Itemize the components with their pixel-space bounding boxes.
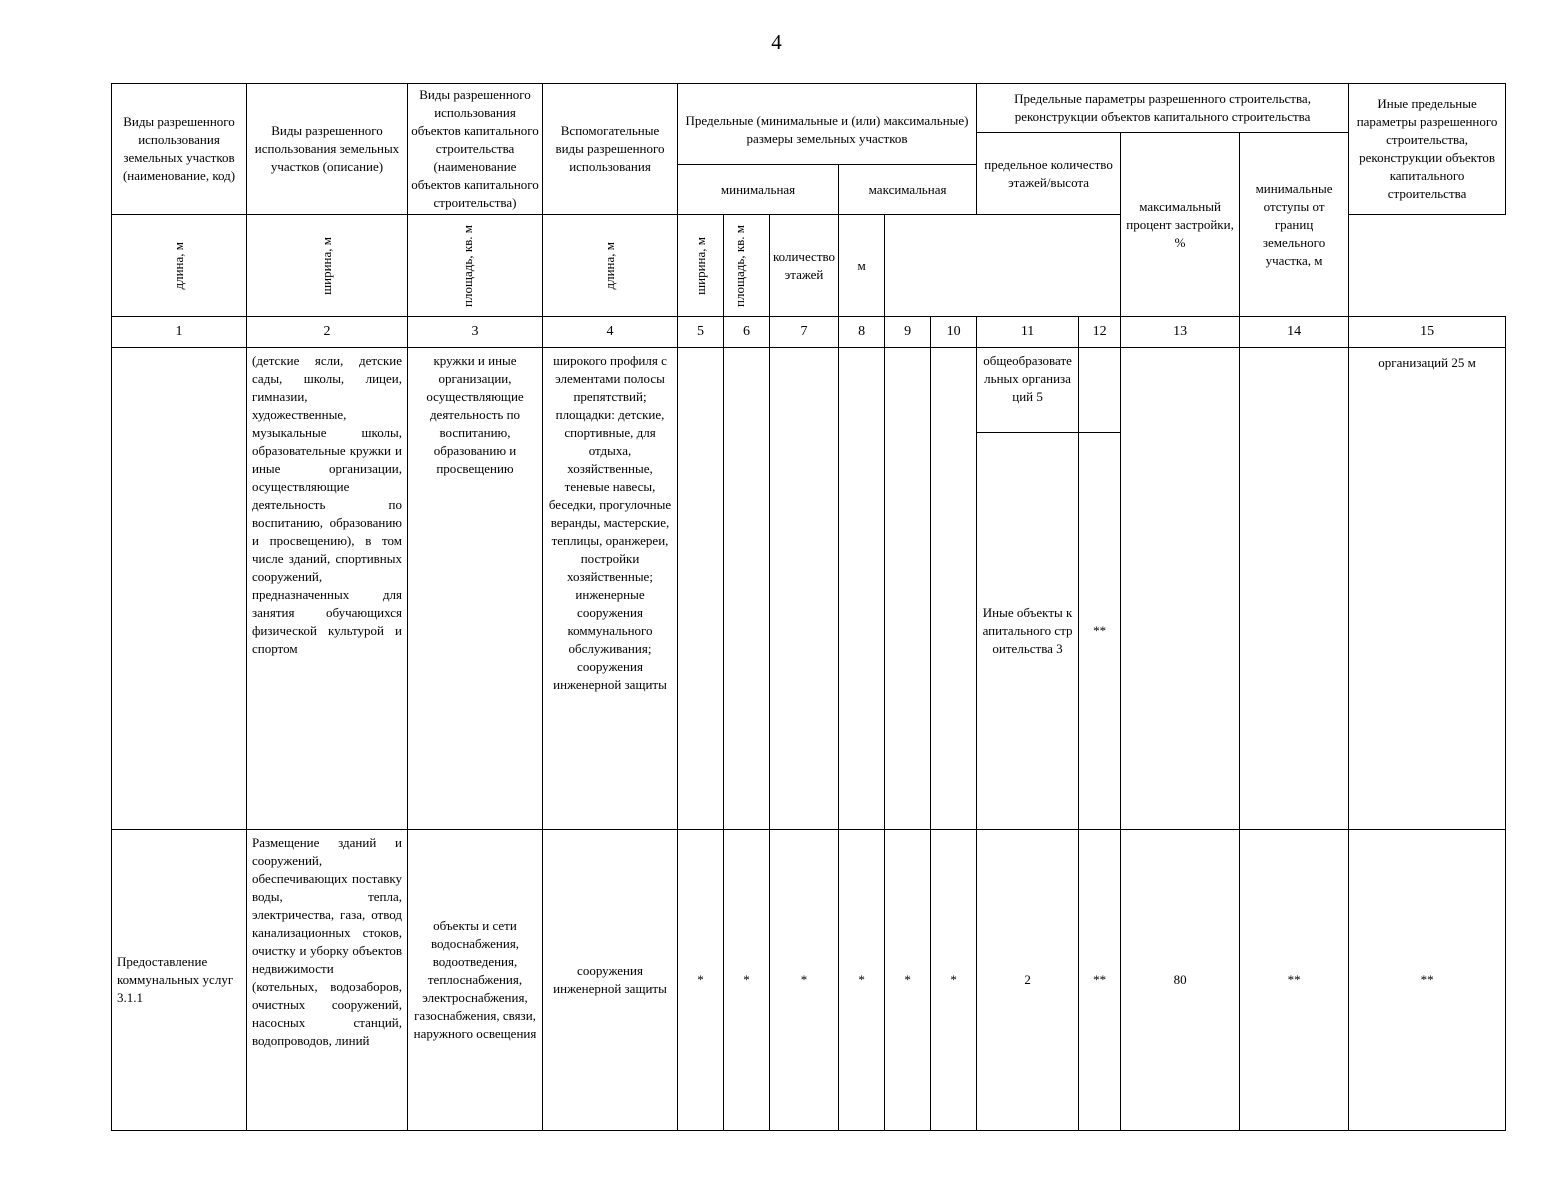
row2-meters: ** — [1079, 830, 1121, 1131]
row2-max-percent: 80 — [1121, 830, 1240, 1131]
col-number: 10 — [931, 317, 977, 348]
row2-max-area: * — [931, 830, 977, 1131]
row1-other-limits: организаций 25 м — [1349, 348, 1506, 830]
col-number: 8 — [839, 317, 885, 348]
header-max-area: площадь, кв. м — [724, 215, 770, 317]
row1-max-percent — [1121, 348, 1240, 830]
header-other-limits: Иные предельные параметры разрешенного строительства, реконструкции объектов капитального строительства — [1349, 84, 1506, 215]
col-number: 13 — [1121, 317, 1240, 348]
row2-floors: 2 — [977, 830, 1079, 1131]
header-maximum: максимальная — [839, 165, 977, 215]
col-number: 2 — [247, 317, 408, 348]
col-number: 9 — [885, 317, 931, 348]
col-number: 7 — [770, 317, 839, 348]
header-land-use-name: Виды разрешенного использования земельных участков (наименование, код) — [112, 84, 247, 215]
row1-meters-other: ** — [1079, 433, 1121, 830]
row1-max-length — [839, 348, 885, 830]
header-min-width: ширина, м — [247, 215, 408, 317]
row2-auxiliary-uses: сооружения инженерной защиты — [543, 830, 678, 1131]
header-floors-height: предельное количество этажей/высота — [977, 133, 1121, 215]
row1-auxiliary-uses: широкого профиля с элементами полосы препятствий; площадки: детские, спортивные, для отдыха, хозяйственные, теневые навесы, беседки, прогулочные веранды, мастерские, теплицы, оранжереи, постройки хозяйственные; инженерные сооружения коммунального обслуживания; сооружения инженерной защиты — [543, 348, 678, 830]
row1-max-width — [885, 348, 931, 830]
col-number: 11 — [977, 317, 1079, 348]
col-number: 3 — [408, 317, 543, 348]
row2-max-length: * — [839, 830, 885, 1131]
header-auxiliary-uses: Вспомогательные виды разрешенного использования — [543, 84, 678, 215]
header-min-length: длина, м — [112, 215, 247, 317]
row2-other-limits: ** — [1349, 830, 1506, 1131]
header-max-percent: максимальный процент застройки, % — [1121, 133, 1240, 317]
row1-min-width — [724, 348, 770, 830]
page-number: 4 — [771, 30, 782, 54]
col-number: 4 — [543, 317, 678, 348]
col-number: 14 — [1240, 317, 1349, 348]
col-number: 12 — [1079, 317, 1121, 348]
header-land-use-description: Виды разрешенного использования земельных участков (описание) — [247, 84, 408, 215]
row2-description: Размещение зданий и сооружений, обеспечивающих поставку воды, тепла, электричества, газа, отвод канализационных стоков, очистку и уборку объектов недвижимости (котельных, водозаборов, очистных сооружений, насосных станций, водопроводов, линий — [247, 830, 408, 1131]
header-capital-objects: Виды разрешенного использования объектов капитального строительства (наименование объектов капитального строительства) — [408, 84, 543, 215]
col-number: 1 — [112, 317, 247, 348]
header-min-setback: минимальные отступы от границ земельного участка, м — [1240, 133, 1349, 317]
row2-min-width: * — [724, 830, 770, 1131]
header-max-width: ширина, м — [678, 215, 724, 317]
zoning-table — [111, 83, 1506, 1131]
row1-max-area — [931, 348, 977, 830]
col-number: 15 — [1349, 317, 1506, 348]
header-meters: м — [839, 215, 885, 317]
row1-min-length — [678, 348, 724, 830]
row1-land-use-name — [112, 348, 247, 830]
col-number: 6 — [724, 317, 770, 348]
row1-min-area — [770, 348, 839, 830]
row2-min-setback: ** — [1240, 830, 1349, 1131]
header-construction-limits: Предельные параметры разрешенного строительства, реконструкции объектов капитального строительства — [977, 84, 1349, 133]
header-max-length: длина, м — [543, 215, 678, 317]
row2-land-use-name: Предоставление коммунальных услуг 3.1.1 — [112, 830, 247, 1131]
header-plot-size-limits: Предельные (минимальные и (или) максимальные) размеры земельных участков — [678, 84, 977, 165]
col-number: 5 — [678, 317, 724, 348]
row1-floors-schools: общеобразовательных организаций 5 — [977, 348, 1079, 433]
header-floors-count: количество этажей — [770, 215, 839, 317]
row1-capital-objects: кружки и иные организации, осуществляющие деятельность по воспитанию, образованию и просвещению — [408, 348, 543, 830]
row1-meters-schools — [1079, 348, 1121, 433]
row2-max-width: * — [885, 830, 931, 1131]
header-min-area: площадь, кв. м — [408, 215, 543, 317]
row2-capital-objects: объекты и сети водоснабжения, водоотведения, теплоснабжения, электроснабжения, газоснабжения, связи, наружного освещения — [408, 830, 543, 1131]
row1-description: (детские ясли, детские сады, школы, лицеи, гимназии, художественные, музыкальные школы, образовательные кружки и иные организации, осуществляющие деятельность по воспитанию, образованию и просвещению), в том числе зданий, спортивных сооружений, предназначенных для занятия обучающихся физической культурой и спортом — [247, 348, 408, 830]
row1-min-setback — [1240, 348, 1349, 830]
header-minimum: минимальная — [678, 165, 839, 215]
row1-floors-other: Иные объекты капитального строительства 3 — [977, 433, 1079, 830]
row2-min-length: * — [678, 830, 724, 1131]
row2-min-area: * — [770, 830, 839, 1131]
